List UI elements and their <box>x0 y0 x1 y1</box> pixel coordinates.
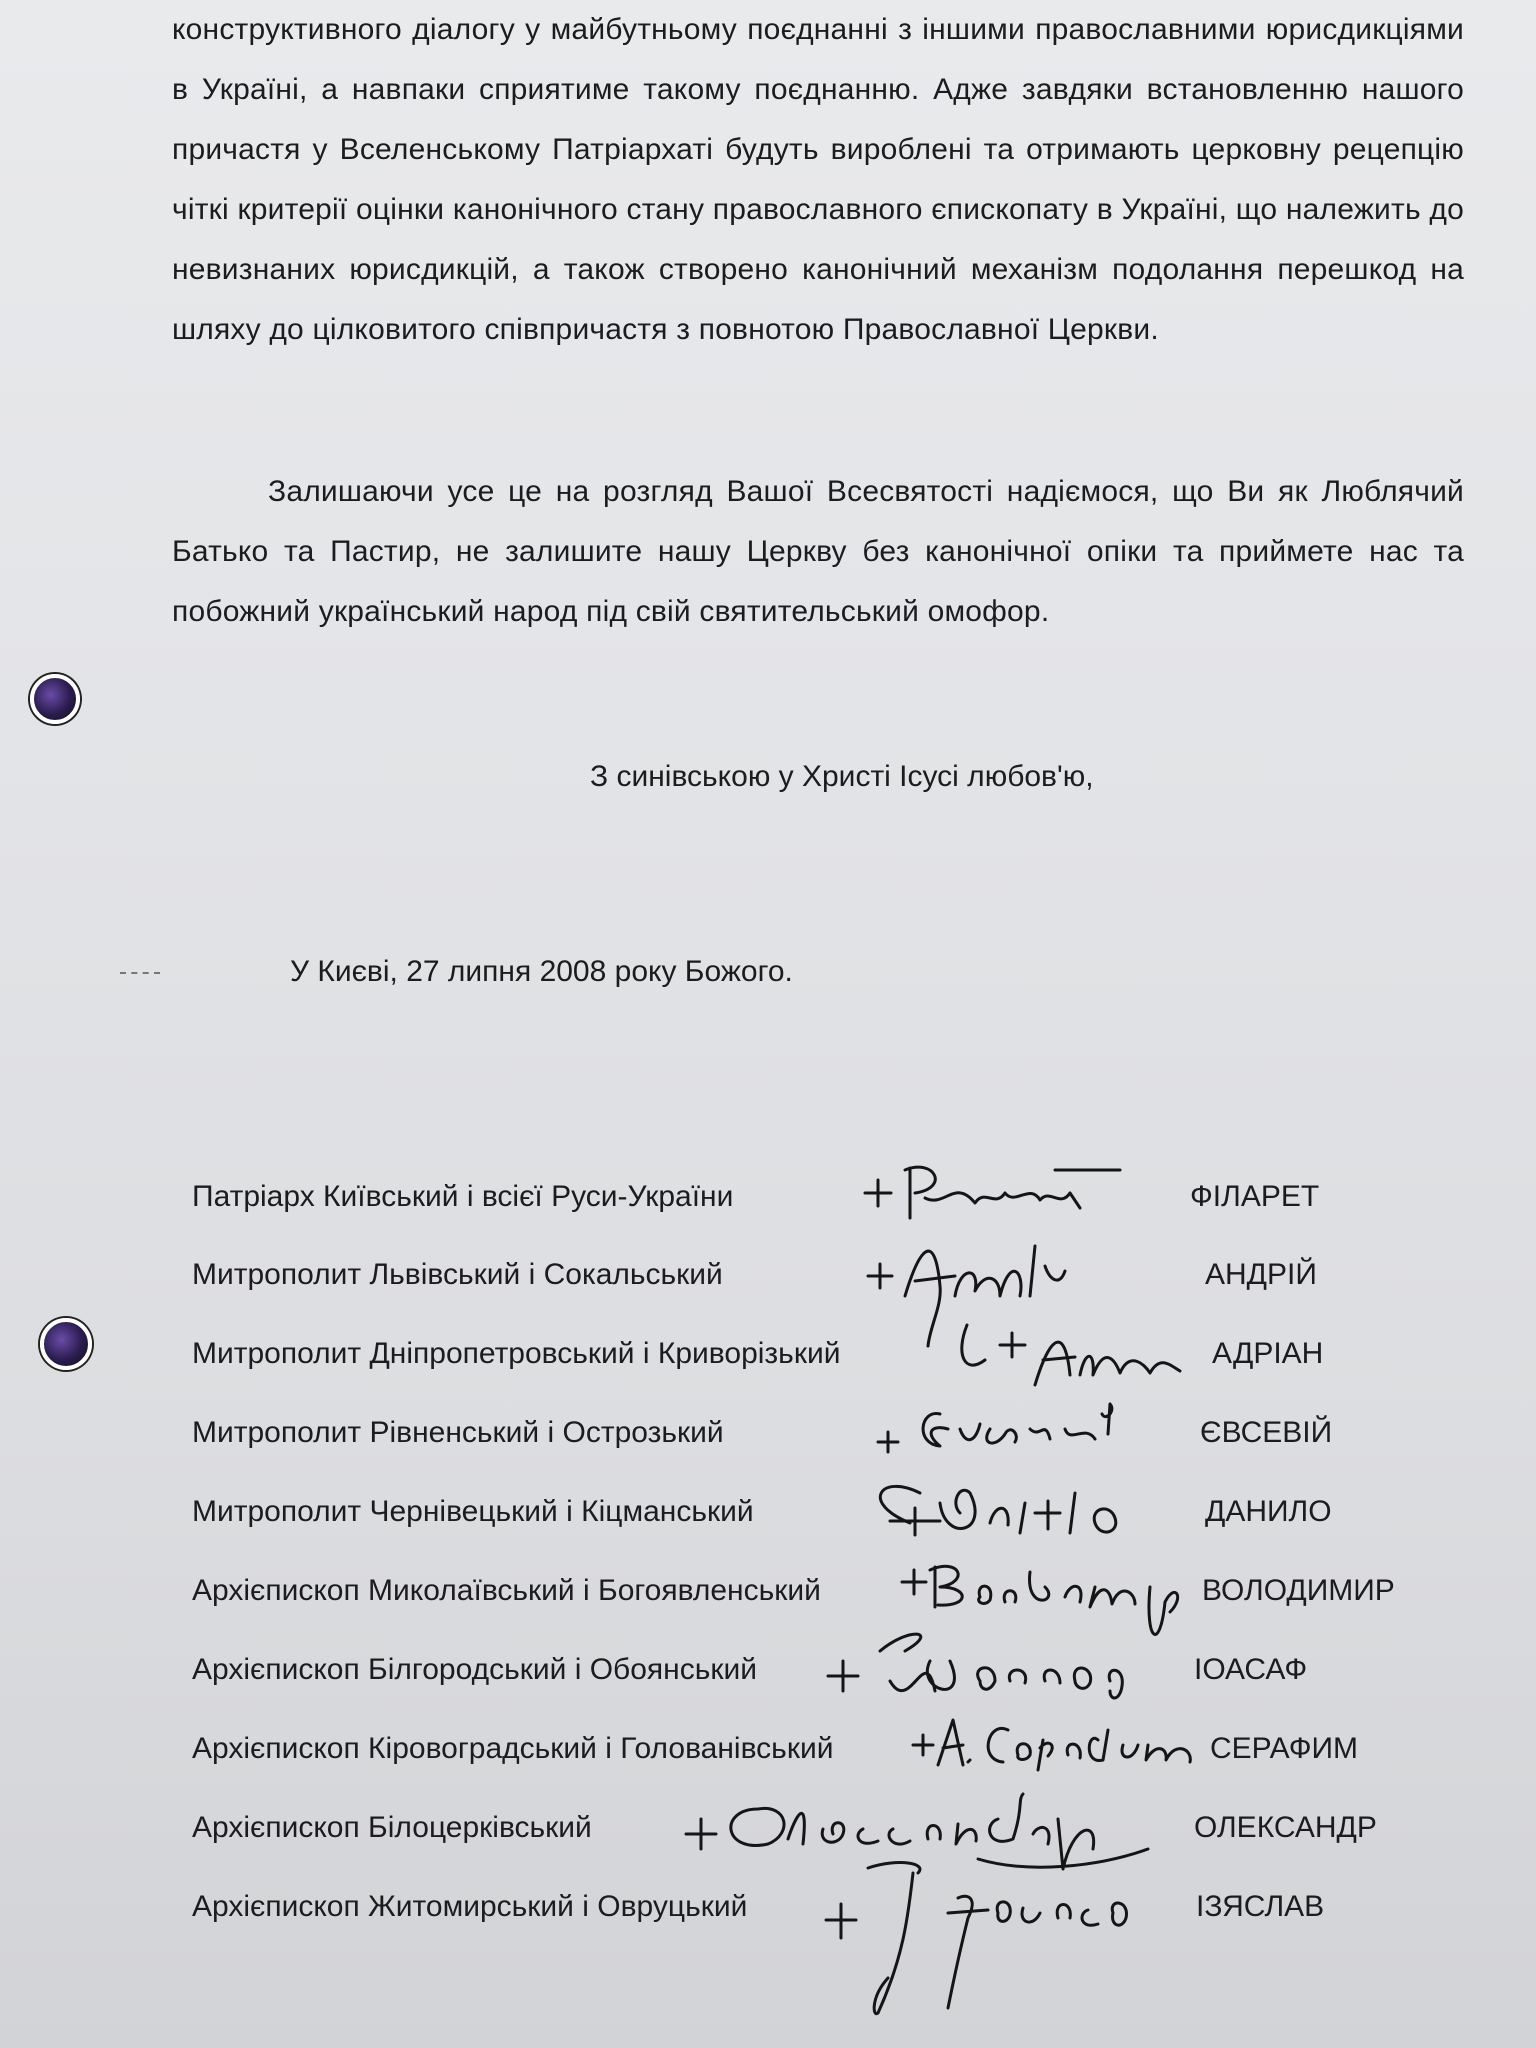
signatory-name: ЄВСЕВІЙ <box>1200 1416 1333 1449</box>
signatory-row <box>0 1325 1536 1385</box>
letter-paragraph-2 <box>172 462 1464 642</box>
signatory-row <box>0 1641 1536 1701</box>
signatory-name: ВОЛОДИМИР <box>1202 1574 1395 1607</box>
signatory-title: Архієпископ Миколаївський і Богоявленський <box>192 1574 821 1607</box>
signatory-title: Митрополит Дніпропетровський і Криворізький <box>192 1337 841 1370</box>
paragraph-2-text: Залишаючи усе це на розгляд Вашої Всесвятості надіємося, що Ви як Люблячий Батько та Пастир, не залишите нашу Церкву без канонічної опіки та приймете нас та побожний український народ під свій святительський омофор. <box>172 475 1464 628</box>
signatory-row <box>0 1562 1536 1622</box>
punch-hole-top <box>30 674 80 724</box>
signatory-title: Патріарх Київський і всієї Руси-України <box>192 1180 734 1213</box>
signatory-title: Митрополит Львівський і Сокальський <box>192 1258 723 1291</box>
signatory-title: Архієпископ Житомирський і Овруцький <box>192 1890 748 1923</box>
signatory-row <box>0 1404 1536 1464</box>
signatory-name: АНДРІЙ <box>1205 1258 1317 1291</box>
signatory-row <box>0 1799 1536 1859</box>
signatory-name: ФІЛАРЕТ <box>1190 1180 1320 1213</box>
signatory-row <box>0 1878 1536 1938</box>
signatory-title: Архієпископ Кіровоградський і Голованівський <box>192 1732 834 1765</box>
signatory-name: АДРІАН <box>1212 1337 1324 1370</box>
signatory-name: ІЗЯСЛАВ <box>1196 1890 1325 1923</box>
signatory-name: ДАНИЛО <box>1205 1495 1332 1528</box>
signatory-row <box>0 1168 1536 1228</box>
pencil-mark <box>120 972 160 974</box>
signatory-name: СЕРАФИМ <box>1210 1732 1359 1765</box>
closing-salutation: З синівською у Христі Ісусі любов'ю, <box>590 760 1094 793</box>
signatory-name: ОЛЕКСАНДР <box>1194 1811 1377 1844</box>
signatory-title: Архієпископ Білгородський і Обоянський <box>192 1653 757 1686</box>
handwritten-signature <box>855 1148 1125 1238</box>
signatory-title: Митрополит Чернівецький і Кіцманський <box>192 1495 754 1528</box>
signatory-row <box>0 1720 1536 1780</box>
signatory-row <box>0 1483 1536 1543</box>
handwritten-signature <box>908 1700 1198 1790</box>
signatory-title: Архієпископ Білоцерківський <box>192 1811 592 1844</box>
handwritten-signature <box>818 1858 1218 2028</box>
signatory-name: ІОАСАФ <box>1194 1653 1308 1686</box>
signatory-title: Митрополит Рівненський і Острозький <box>192 1416 724 1449</box>
handwritten-signature <box>870 1384 1140 1474</box>
signatory-row <box>0 1246 1536 1306</box>
letter-paragraph-1: конструктивного діалогу у майбутньому поєднанні з іншими православними юрисдикціями в Україні, а навпаки сприятиме такому поєднанню. Адже завдяки встановленню нашого причастя у Вселенському Патріархаті будуть вироблені та отримають церковну рецепцію чіткі критерії оцінки канонічного стану православного єпископату в Україні, що належить до невизнаних юрисдикцій, а також створено канонічний механізм подолання перешкод на шляху до цілковитого співпричастя з повнотою Православної Церкви. <box>172 13 1464 346</box>
dateline: У Києві, 27 липня 2008 року Божого. <box>290 955 793 988</box>
